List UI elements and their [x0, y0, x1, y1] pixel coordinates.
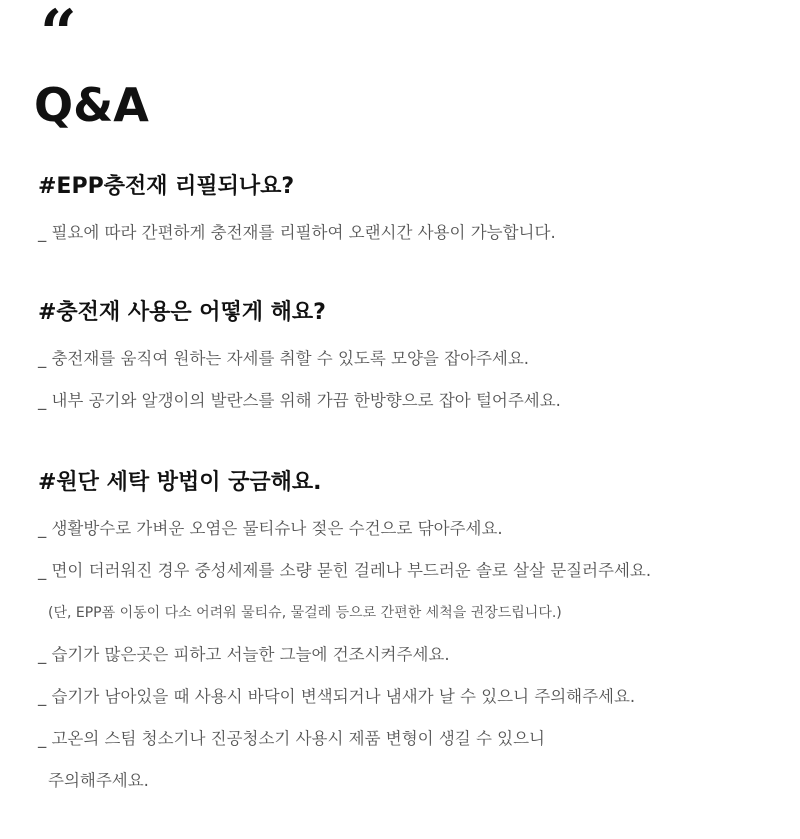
answer-list: [38, 212, 798, 254]
answer-line: _ 고온의 스팀 청소기나 진공청소기 사용시 제품 변형이 생길 수 있으니: [38, 729, 545, 748]
answer-list: [38, 508, 798, 802]
answer-note: (단, EPP폼 이동이 다소 어려워 물티슈, 물걸레 등으로 간편한 세척을 권장드립니다.): [48, 605, 562, 621]
question-heading: #EPP충전재 리필되나요?: [38, 174, 295, 199]
answer-list: [38, 338, 798, 422]
quote-mark: “: [40, 0, 77, 71]
answer-line: _ 충전재를 움직여 원하는 자세를 취할 수 있도록 모양을 잡아주세요.: [38, 349, 530, 368]
question-heading: #원단 세탁 방법이 궁금해요.: [38, 470, 322, 495]
qa-section-usage: [38, 298, 798, 422]
qa-section-washing: [38, 468, 798, 802]
page-title: Q&A: [34, 78, 149, 132]
answer-line: _ 필요에 따라 간편하게 충전재를 리필하여 오랜시간 사용이 가능합니다.: [38, 223, 556, 242]
answer-line-continuation: 주의해주세요.: [48, 771, 149, 790]
question-heading: #충전재 사용은 어떻게 해요?: [38, 300, 326, 325]
answer-line: _ 내부 공기와 알갱이의 발란스를 위해 가끔 한방향으로 잡아 털어주세요.: [38, 391, 561, 410]
answer-line: _ 습기가 남아있을 때 사용시 바닥이 변색되거나 냄새가 날 수 있으니 주의해주세요.: [38, 687, 636, 706]
answer-line: _ 면이 더러워진 경우 중성세제를 소량 묻힌 걸레나 부드러운 솔로 살살 문질러주세요.: [38, 561, 652, 580]
answer-line: _ 생활방수로 가벼운 오염은 물티슈나 젖은 수건으로 닦아주세요.: [38, 519, 503, 538]
answer-line: _ 습기가 많은곳은 피하고 서늘한 그늘에 건조시켜주세요.: [38, 645, 450, 664]
qa-section-refill: [38, 172, 798, 254]
